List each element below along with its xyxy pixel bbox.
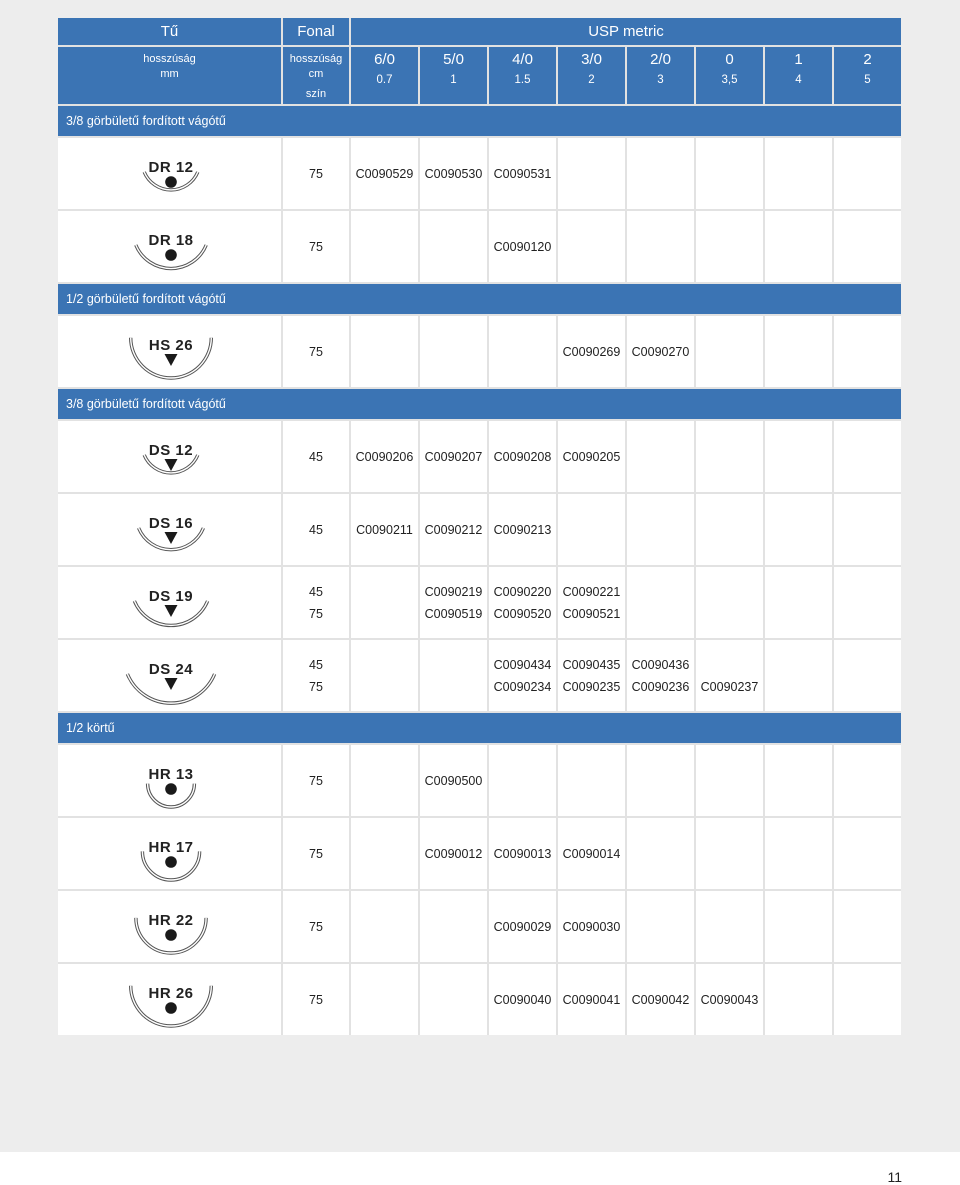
metric-size: 2 [588, 74, 595, 86]
product-code-cell [489, 964, 556, 1035]
suture-length: 75 [309, 606, 323, 621]
product-code-cell [627, 138, 694, 209]
header-needle-cell [58, 18, 281, 45]
triangle-down-icon [165, 605, 178, 617]
suture-length-cell [283, 745, 349, 816]
header-suture-sub-cell [283, 47, 349, 104]
suture-length: 75 [309, 846, 323, 861]
product-code: C0090042 [631, 992, 690, 1007]
usp-size: 5/0 [443, 51, 464, 68]
header-suture-unit: cm [308, 68, 324, 80]
product-code-cell [834, 211, 901, 282]
header-needle-sub-cell [58, 47, 281, 104]
product-code-cell [627, 745, 694, 816]
suture-length-cell [283, 421, 349, 492]
product-code-cell [834, 316, 901, 387]
usp-size: 0 [725, 51, 734, 68]
product-code: C0090041 [562, 992, 621, 1007]
product-code: C0090529 [355, 166, 414, 181]
usp-size: 1 [794, 51, 803, 68]
product-code-cell [489, 494, 556, 565]
product-code-cell [696, 316, 763, 387]
needle-cell [58, 138, 281, 209]
circle-icon [165, 249, 177, 261]
needle-cell [58, 421, 281, 492]
product-code-cell [627, 640, 694, 711]
product-code: C0090270 [631, 344, 690, 359]
triangle-down-icon [165, 354, 178, 366]
product-code-cell [627, 964, 694, 1035]
product-code-cell [834, 745, 901, 816]
suture-length-cell [283, 964, 349, 1035]
suture-length: 45 [309, 449, 323, 464]
product-code-cell [420, 818, 487, 889]
product-code-cell [489, 138, 556, 209]
product-code-cell [696, 964, 763, 1035]
product-code-cell [696, 567, 763, 638]
needle-cell [58, 211, 281, 282]
section-title: 3/8 görbületű fordított vágótű [66, 114, 226, 128]
needle-label: HR 22 [148, 912, 194, 929]
circle-icon [165, 176, 177, 188]
product-code: C0090237 [700, 679, 759, 694]
product-code-cell [558, 745, 625, 816]
product-code-cell [420, 964, 487, 1035]
product-code: C0090219 [424, 584, 483, 599]
product-code: C0090043 [700, 992, 759, 1007]
product-code-cell [351, 316, 418, 387]
product-code: C0090220 [493, 584, 552, 599]
product-code-cell [489, 421, 556, 492]
product-code: C0090206 [355, 449, 414, 464]
section-title: 3/8 görbületű fordított vágótű [66, 397, 226, 411]
suture-length: 45 [309, 584, 323, 599]
product-code-cell [489, 818, 556, 889]
product-code: C0090029 [493, 919, 552, 934]
product-code: C0090434 [493, 657, 552, 672]
product-code-cell [420, 211, 487, 282]
product-code: C0090221 [562, 584, 621, 599]
product-code-cell [558, 421, 625, 492]
product-code: C0090269 [562, 344, 621, 359]
metric-size: 1 [450, 74, 457, 86]
usp-size-header [834, 47, 901, 104]
product-code: C0090234 [493, 679, 552, 694]
product-code-cell [765, 316, 832, 387]
product-code-cell [765, 138, 832, 209]
product-code-cell [351, 567, 418, 638]
header-needle-length-label: hosszúság [143, 53, 196, 65]
section-title: 1/2 görbületű fordított vágótű [66, 292, 226, 306]
product-code-cell [558, 818, 625, 889]
product-code-cell [489, 745, 556, 816]
header-suture-title: Fonal [297, 23, 335, 40]
suture-catalog-table [58, 18, 901, 1035]
product-code-cell [696, 640, 763, 711]
metric-size: 3 [657, 74, 664, 86]
product-code-cell [351, 494, 418, 565]
usp-size: 6/0 [374, 51, 395, 68]
usp-size-header [351, 47, 418, 104]
suture-length-cell [283, 494, 349, 565]
product-code-cell [351, 964, 418, 1035]
usp-size: 2/0 [650, 51, 671, 68]
product-code: C0090436 [631, 657, 690, 672]
usp-size-header [696, 47, 763, 104]
metric-size: 5 [864, 74, 871, 86]
product-code-cell [765, 818, 832, 889]
product-code-cell [696, 211, 763, 282]
needle-label: HR 17 [148, 839, 194, 856]
product-code-cell [834, 964, 901, 1035]
needle-cell [58, 640, 281, 711]
triangle-down-icon [165, 678, 178, 690]
product-code: C0090236 [631, 679, 690, 694]
metric-size: 0.7 [376, 74, 393, 86]
header-needle-title: Tű [160, 23, 179, 40]
needle-cell [58, 745, 281, 816]
usp-size: 2 [863, 51, 872, 68]
product-code-cell [558, 567, 625, 638]
product-code: C0090012 [424, 846, 483, 861]
header-suture-length-label: hosszúság [289, 53, 343, 65]
product-code: C0090213 [493, 522, 552, 537]
header-usp-cell [351, 18, 901, 45]
product-code-cell [351, 818, 418, 889]
usp-size-header [489, 47, 556, 104]
product-code-cell [696, 138, 763, 209]
product-code-cell [765, 640, 832, 711]
header-suture-cell [283, 18, 349, 45]
page-number: 11 [887, 1169, 902, 1185]
product-code-cell [558, 494, 625, 565]
product-code: C0090235 [562, 679, 621, 694]
product-code-cell [696, 421, 763, 492]
product-code-cell [627, 818, 694, 889]
product-code-cell [489, 640, 556, 711]
product-code: C0090207 [424, 449, 483, 464]
product-code-cell [420, 640, 487, 711]
product-code-cell [627, 211, 694, 282]
product-code-cell [834, 567, 901, 638]
triangle-down-icon [165, 532, 178, 544]
product-code: C0090120 [493, 239, 552, 254]
suture-length: 45 [309, 522, 323, 537]
product-code-cell [351, 138, 418, 209]
product-code-cell [351, 421, 418, 492]
product-code-cell [765, 494, 832, 565]
product-code: C0090520 [493, 606, 552, 621]
product-code-cell [420, 494, 487, 565]
product-code-cell [489, 567, 556, 638]
suture-length-cell [283, 211, 349, 282]
metric-size: 4 [795, 74, 802, 86]
suture-length-cell [283, 891, 349, 962]
suture-length: 75 [309, 679, 323, 694]
suture-length: 45 [309, 657, 323, 672]
circle-icon [165, 783, 177, 795]
product-code-cell [696, 891, 763, 962]
usp-size-header [627, 47, 694, 104]
product-code-cell [696, 494, 763, 565]
usp-size-header [765, 47, 832, 104]
product-code-cell [765, 211, 832, 282]
usp-size-header [558, 47, 625, 104]
product-code-cell [420, 316, 487, 387]
suture-length: 75 [309, 239, 323, 254]
product-code: C0090531 [493, 166, 552, 181]
product-code-cell [351, 891, 418, 962]
metric-size: 3,5 [721, 74, 738, 86]
product-code: C0090040 [493, 992, 552, 1007]
section-header [58, 106, 901, 136]
needle-cell [58, 964, 281, 1035]
product-code: C0090530 [424, 166, 483, 181]
product-code-cell [558, 138, 625, 209]
product-code-cell [420, 421, 487, 492]
suture-length-cell [283, 138, 349, 209]
section-header [58, 389, 901, 419]
product-code: C0090208 [493, 449, 552, 464]
needle-label: DS 12 [148, 442, 194, 459]
product-code-cell [627, 494, 694, 565]
circle-icon [165, 1002, 177, 1014]
needle-label: DR 12 [148, 159, 194, 176]
product-code-cell [558, 640, 625, 711]
product-code: C0090521 [562, 606, 621, 621]
section-header [58, 713, 901, 743]
suture-length-cell [283, 567, 349, 638]
circle-icon [165, 929, 177, 941]
section-title: 1/2 körtű [66, 721, 115, 735]
product-code-cell [558, 211, 625, 282]
product-code-cell [627, 421, 694, 492]
product-code-cell [834, 494, 901, 565]
product-code: C0090030 [562, 919, 621, 934]
needle-cell [58, 891, 281, 962]
product-code-cell [627, 316, 694, 387]
circle-icon [165, 856, 177, 868]
product-code: C0090519 [424, 606, 483, 621]
product-code-cell [420, 891, 487, 962]
needle-cell [58, 567, 281, 638]
product-code-cell [834, 891, 901, 962]
header-suture-color-label: szín [305, 88, 327, 100]
needle-cell [58, 316, 281, 387]
product-code-cell [420, 138, 487, 209]
product-code-cell [627, 567, 694, 638]
product-code: C0090500 [424, 773, 483, 788]
needle-label: HS 26 [148, 337, 194, 354]
product-code-cell [489, 316, 556, 387]
product-code: C0090014 [562, 846, 621, 861]
needle-cell [58, 818, 281, 889]
suture-length-cell [283, 818, 349, 889]
metric-size: 1.5 [514, 74, 531, 86]
needle-label: HR 13 [148, 766, 194, 783]
product-code-cell [696, 745, 763, 816]
needle-label: DR 18 [148, 232, 194, 249]
product-code-cell [765, 745, 832, 816]
product-code-cell [765, 891, 832, 962]
product-code-cell [489, 211, 556, 282]
suture-length: 75 [309, 919, 323, 934]
needle-label: DS 16 [148, 515, 194, 532]
product-code-cell [351, 745, 418, 816]
suture-length: 75 [309, 166, 323, 181]
product-code-cell [420, 745, 487, 816]
suture-length: 75 [309, 773, 323, 788]
product-code: C0090205 [562, 449, 621, 464]
product-code-cell [558, 891, 625, 962]
suture-length-cell [283, 316, 349, 387]
needle-label: DS 24 [148, 661, 194, 678]
product-code-cell [834, 421, 901, 492]
usp-size-header [420, 47, 487, 104]
product-code-cell [420, 567, 487, 638]
product-code: C0090435 [562, 657, 621, 672]
product-code-cell [558, 316, 625, 387]
product-code-cell [765, 567, 832, 638]
product-code-cell [351, 640, 418, 711]
product-code-cell [765, 421, 832, 492]
product-code: C0090212 [424, 522, 483, 537]
suture-length: 75 [309, 992, 323, 1007]
product-code-cell [834, 138, 901, 209]
product-code: C0090013 [493, 846, 552, 861]
needle-cell [58, 494, 281, 565]
product-code-cell [351, 211, 418, 282]
needle-label: HR 26 [148, 985, 194, 1002]
product-code-cell [489, 891, 556, 962]
header-usp-title: USP metric [588, 23, 664, 40]
product-code: C0090211 [356, 522, 413, 537]
suture-length-cell [283, 640, 349, 711]
usp-size: 3/0 [581, 51, 602, 68]
needle-label: DS 19 [148, 588, 194, 605]
product-code-cell [558, 964, 625, 1035]
suture-length: 75 [309, 344, 323, 359]
usp-size: 4/0 [512, 51, 533, 68]
product-code-cell [696, 818, 763, 889]
header-needle-unit: mm [160, 68, 179, 80]
product-code-cell [834, 818, 901, 889]
product-code-cell [765, 964, 832, 1035]
section-header [58, 284, 901, 314]
triangle-down-icon [165, 459, 178, 471]
product-code-cell [834, 640, 901, 711]
product-code-cell [627, 891, 694, 962]
